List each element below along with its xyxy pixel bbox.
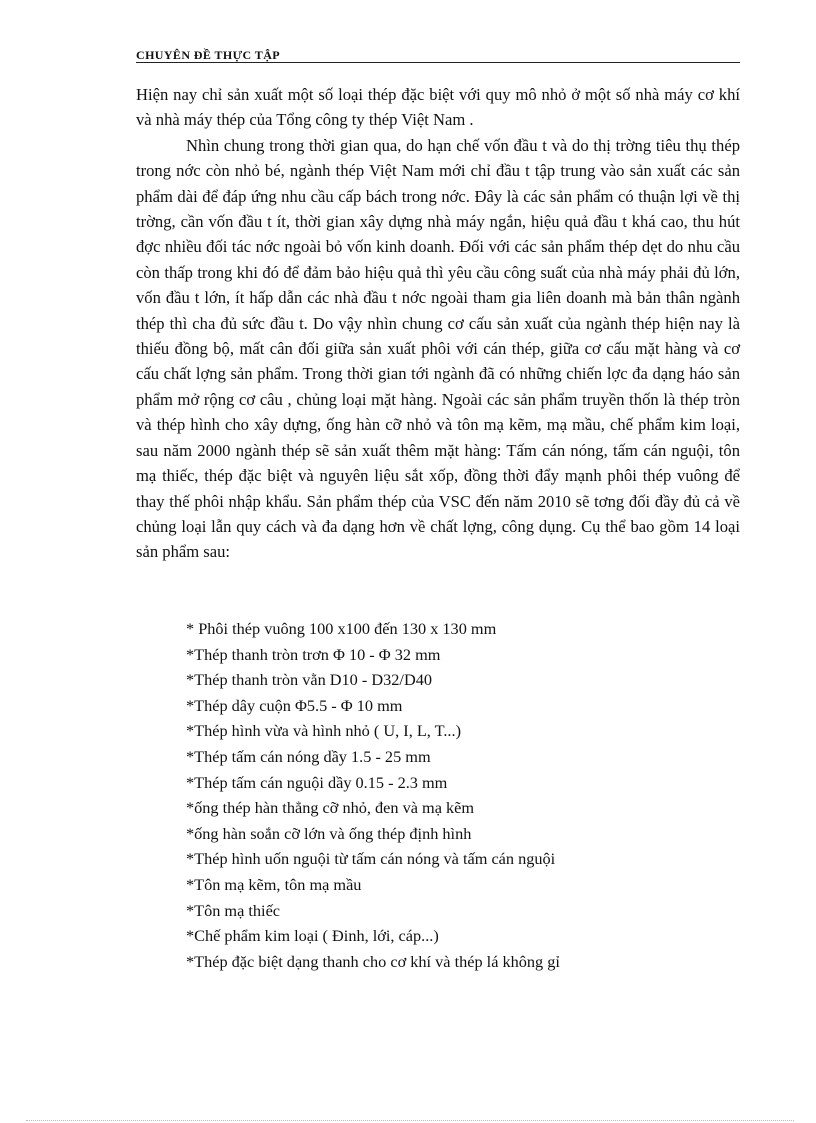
list-item: *Thép thanh tròn trơn Φ 10 - Φ 32 mm xyxy=(186,644,441,664)
list-item: *Tôn mạ kẽm, tôn mạ mầu xyxy=(186,874,362,894)
list-item: *Chế phẩm kim loại ( Đinh, lới, cáp...) xyxy=(186,926,439,946)
header-title: CHUYÊN ĐỀ THỰC TẬP xyxy=(136,48,280,62)
list-item: *ống hàn soắn cỡ lớn và ống thép định hình xyxy=(186,823,472,843)
list-item: *Thép dây cuộn Φ5.5 - Φ 10 mm xyxy=(186,695,403,715)
list-item: *Tôn mạ thiếc xyxy=(186,900,281,920)
list-item: *ống thép hàn thẳng cỡ nhỏ, đen và mạ kẽm xyxy=(186,798,475,818)
list-item: *Thép đặc biệt dạng thanh cho cơ khí và thép lá không gỉ xyxy=(186,951,560,971)
list-item: * Phôi thép vuông 100 x100 đến 130 x 130 mm xyxy=(186,619,497,638)
footer-divider xyxy=(26,1120,794,1121)
list-item: *Thép tấm cán nguội dầy 0.15 - 2.3 mm xyxy=(186,772,448,792)
list-item: *Thép hình uốn nguội từ tấm cán nóng và tấm cán nguội xyxy=(186,849,556,869)
body-text xyxy=(136,82,740,565)
list-item: *Thép thanh tròn vằn D10 - D32/D40 xyxy=(186,670,432,690)
list-item: *Thép tấm cán nóng dầy 1.5 - 25 mm xyxy=(186,746,431,766)
paragraph: Nhìn chung trong thời gian qua, do hạn chế vốn đầu t và do thị trờng tiêu thụ thép trong nớc còn nhỏ bé, ngành thép Việt Nam mới chỉ đầu t tập trung vào sản xuất các sản phẩm dài để đáp ứng nhu cầu cấp bách trong nớc. Đây là các sản phẩm có thuận lợi về thị trờng, cần vốn đầu t ít, thời gian xây dựng nhà máy ngắn, hiệu quả đầu t khá cao, thu hút đợc nhiều đối tác nớc ngoài bỏ vốn kinh doanh. Đối với các sản phẩm thép dẹt do nhu cầu còn thấp trong khi đó để đảm bảo hiệu quả thì yêu cầu công suất của nhà máy phải đủ lớn, vốn đầu t lớn, ít hấp dẫn các nhà đầu t nớc ngoài tham gia liên doanh mà bản thân ngành thép thì cha đủ sức đầu t. Do vậy nhìn chung cơ cấu sản xuất của ngành thép hiện nay là thiếu đồng bộ, mất cân đối giữa sản xuất phôi với cán thép, giữa cơ cấu mặt hàng và cơ cấu chất lợng sản phẩm. Trong thời gian tới ngành đã có những chiến lợc đa dạng háo sản phẩm mở rộng cơ câu , chủng loại mặt hàng. Ngoài các sản phẩm truyền thốn là thép tròn và thép hình cho xây dựng, ống hàn cỡ nhỏ và tôn mạ kẽm, mạ mầu, chế phẩm kim loại, sau năm 2000 ngành thép sẽ sản xuất thêm mặt hàng: Tấm cán nóng, tấm cán nguội, tôn mạ thiếc, thép đặc biệt và nguyên liệu sắt xốp, đồng thời đẩy mạnh phôi thép vuông để thay thế phôi nhập khẩu. Sản phẩm thép của VSC đến năm 2010 sẽ tơng đối đầy đủ cả về chủng loại lẫn quy cách và đa dạng hơn về chất lợng, công dụng. Cụ thể bao gồm 14 loại sản phẩm sau: xyxy=(136,135,740,562)
product-list xyxy=(186,616,746,974)
paragraph: Hiện nay chỉ sản xuất một số loại thép đặc biệt với quy mô nhỏ ở một số nhà máy cơ khí và nhà máy thép của Tổng công ty thép Việt Nam . xyxy=(136,85,740,130)
list-item: *Thép hình vừa và hình nhỏ ( U, I, L, T...) xyxy=(186,721,461,741)
page-header xyxy=(136,44,740,63)
